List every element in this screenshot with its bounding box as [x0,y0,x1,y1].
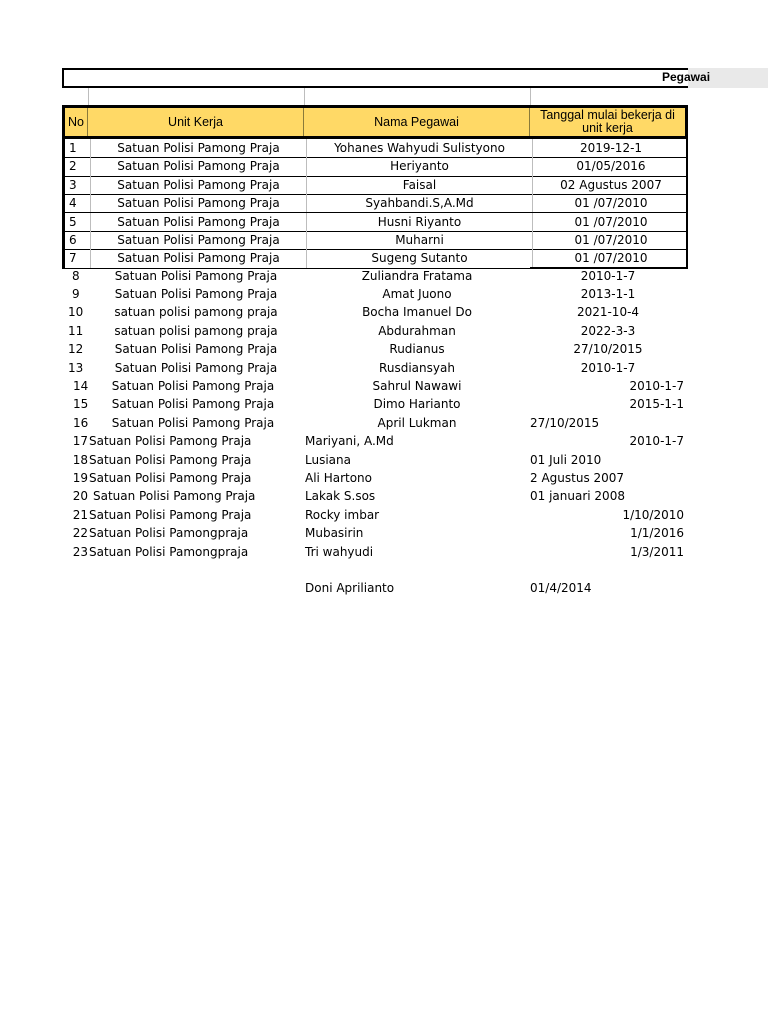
cell-nama[interactable]: Heriyanto [307,157,533,175]
table-row[interactable] [62,231,688,249]
table-row[interactable] [62,249,688,267]
cell-nama[interactable]: Zuliandra Fratama [361,268,473,283]
cell-no[interactable]: 2 [69,157,91,175]
cell-nama[interactable]: Lakak S.sos [305,489,376,504]
cell-no[interactable]: 17 [72,434,88,449]
table-header [62,105,688,139]
cell-no[interactable]: 1 [69,139,91,157]
cell-tanggal[interactable]: 1/1/2016 [630,526,684,541]
gridline [304,88,305,105]
cell-tanggal[interactable]: 01 /07/2010 [574,196,648,211]
cell-unit[interactable]: Satuan Polisi Pamongpraja [89,544,249,559]
cell-unit[interactable]: Satuan Polisi Pamong Praja [91,231,307,249]
header-no[interactable]: No [65,108,88,136]
cell-no[interactable]: 16 [73,415,89,430]
cell-unit[interactable]: Satuan Polisi Pamong Praja [91,194,307,212]
cell-unit[interactable]: Satuan Polisi Pamong Praja [91,157,307,175]
cell-tanggal[interactable]: 2010-1-7 [629,379,684,393]
cell-tanggal[interactable]: 2010-1-7 [580,268,636,283]
cell-nama[interactable]: Syahbandi.S,A.Md [307,194,533,212]
title-clip [600,69,711,87]
cell-no[interactable]: 23 [72,544,88,559]
cell-nama[interactable]: Sahrul Nawawi [372,379,462,393]
cell-unit[interactable]: Satuan Polisi Pamong Praja [111,379,275,393]
table-row[interactable] [62,377,688,395]
cell-nama[interactable]: Mubasirin [305,526,364,541]
cell-tanggal[interactable]: 2013-1-1 [580,287,636,301]
cell-tanggal[interactable]: 01 januari 2008 [530,489,625,504]
cell-no[interactable]: 11 [68,323,84,338]
cell-tanggal[interactable]: 01 Juli 2010 [530,452,602,467]
cell-tanggal[interactable]: 27/10/2015 [573,342,643,357]
table-row[interactable] [62,414,688,432]
cell-nama[interactable]: Rusdiansyah [379,360,455,375]
cell-nama[interactable]: Dimo Harianto [373,397,461,412]
cell-nama[interactable]: Tri wahyudi [305,544,374,559]
cell-tanggal[interactable]: 1/3/2011 [630,544,684,559]
cell-nama[interactable]: Amat Juono [382,287,452,301]
cell-unit[interactable]: Satuan Polisi Pamongpraja [89,526,249,541]
cell-tanggal[interactable]: 2 Agustus 2007 [530,471,625,485]
cell-no[interactable]: 5 [69,213,91,231]
cell-unit[interactable]: Satuan Polisi Pamong Praja [89,452,252,467]
cell-tanggal[interactable]: 2015-1-1 [629,397,684,412]
table-row[interactable] [62,524,688,542]
cell-no[interactable]: 8 [72,268,80,283]
table-row[interactable] [62,322,688,340]
table-row[interactable] [62,213,688,231]
table-row[interactable] [62,285,688,303]
cell-nama[interactable]: Bocha Imanuel Do [362,305,472,320]
cell-unit[interactable]: Satuan Polisi Pamong Praja [114,360,278,375]
cell-nama[interactable]: April Lukman [377,415,457,430]
cell-no[interactable]: 9 [72,287,80,301]
cell-tanggal[interactable]: 01/05/2016 [576,159,646,174]
cell-unit[interactable]: Satuan Polisi Pamong Praja [91,213,307,231]
cell-tanggal[interactable]: 2021-10-4 [576,305,640,320]
table-row[interactable] [62,451,688,469]
table-row[interactable] [62,139,688,157]
table-row[interactable] [62,579,688,597]
header-unit-kerja[interactable]: Unit Kerja [88,108,304,136]
table-row[interactable] [62,157,688,175]
cell-no[interactable]: 7 [69,249,91,267]
blank-row [62,88,688,105]
cell-no[interactable]: 15 [73,397,89,412]
cell-unit[interactable]: Satuan Polisi Pamong Praja [111,415,275,430]
title-band [62,68,688,88]
table-row[interactable] [62,432,688,450]
cell-no[interactable]: 4 [69,194,91,212]
cell-tanggal[interactable]: 01 /07/2010 [574,233,648,247]
header-nama-pegawai[interactable]: Nama Pegawai [304,108,530,136]
cell-unit[interactable]: Satuan Polisi Pamong Praja [114,268,278,283]
cell-no[interactable]: 21 [72,507,88,522]
cell-unit[interactable]: Satuan Polisi Pamong Praja [89,507,252,522]
cell-unit[interactable]: Satuan Polisi Pamong Praja [91,139,307,157]
cell-nama[interactable]: Rudianus [389,342,445,357]
cell-unit[interactable]: Satuan Polisi Pamong Praja [111,397,275,412]
cell-no[interactable]: 20 [72,489,88,504]
cell-unit[interactable]: Satuan Polisi Pamong Praja [114,287,278,301]
cell-tanggal[interactable]: 1/10/2010 [622,507,684,522]
cell-nama[interactable]: Sugeng Sutanto [307,249,533,267]
cell-unit[interactable]: Satuan Polisi Pamong Praja [89,434,252,449]
cell-unit[interactable]: Satuan Polisi Pamong Praja [114,342,278,357]
table-row[interactable] [62,469,688,487]
cell-unit[interactable]: Satuan Polisi Pamong Praja [89,471,252,485]
cell-unit[interactable]: Satuan Polisi Pamong Praja [91,249,307,267]
gridline [530,88,531,105]
cell-nama[interactable]: Muharni [307,231,533,249]
cell-unit[interactable]: Satuan Polisi Pamong Praja [91,176,307,194]
cell-no[interactable]: 12 [68,342,84,357]
sheet-title: Pegawai [662,70,711,84]
cell-nama[interactable]: Ali Hartono [305,471,372,485]
cell-no[interactable]: 13 [68,360,84,375]
table-row[interactable] [62,340,688,358]
cell-tanggal[interactable]: 2010-1-7 [580,360,636,375]
table-row[interactable] [62,303,688,321]
cell-unit[interactable]: satuan polisi pamong praja [114,305,278,320]
cell-no[interactable]: 10 [68,305,84,320]
cell-tanggal[interactable]: 01 /07/2010 [574,251,648,266]
gridline [88,88,89,105]
cell-no[interactable]: 19 [72,471,88,485]
cell-unit[interactable]: satuan polisi pamong praja [114,323,278,338]
cell-nama[interactable]: Yohanes Wahyudi Sulistyono [307,139,533,157]
cell-tanggal[interactable]: 01 /07/2010 [574,214,648,229]
cell-nama[interactable]: Husni Riyanto [307,213,533,231]
table-row[interactable] [62,487,688,505]
cell-no[interactable]: 3 [69,176,91,194]
cell-no[interactable]: 6 [69,231,91,249]
cell-no[interactable]: 18 [72,452,88,467]
cell-nama[interactable]: Faisal [307,176,533,194]
table-row[interactable] [62,176,688,194]
cell-tanggal[interactable]: 2019-12-1 [579,141,643,155]
cell-tanggal[interactable]: 01/4/2014 [530,581,592,596]
cell-nama[interactable]: Lusiana [305,452,351,467]
cell-nama[interactable]: Doni Aprilianto [305,581,395,596]
cell-tanggal[interactable]: 2022-3-3 [580,323,636,338]
cell-no[interactable]: 22 [72,526,88,541]
cell-tanggal[interactable]: 27/10/2015 [530,415,600,430]
cell-unit[interactable]: Satuan Polisi Pamong Praja [93,489,256,504]
cell-tanggal[interactable]: 02 Agustus 2007 [560,177,662,192]
table-row[interactable] [62,543,688,561]
table-row[interactable] [62,506,688,524]
table-row[interactable] [62,395,688,413]
table-row[interactable] [62,359,688,377]
cell-nama[interactable]: Abdurahman [378,323,456,338]
cell-no[interactable]: 14 [73,379,89,393]
table-row[interactable] [62,267,688,285]
header-tanggal-mulai[interactable]: Tanggal mulai bekerja di unit kerja [540,108,675,135]
table-row[interactable] [62,194,688,212]
cell-nama[interactable]: Mariyani, A.Md [305,434,394,449]
cell-nama[interactable]: Rocky imbar [305,507,380,522]
cell-tanggal[interactable]: 2010-1-7 [629,434,684,449]
